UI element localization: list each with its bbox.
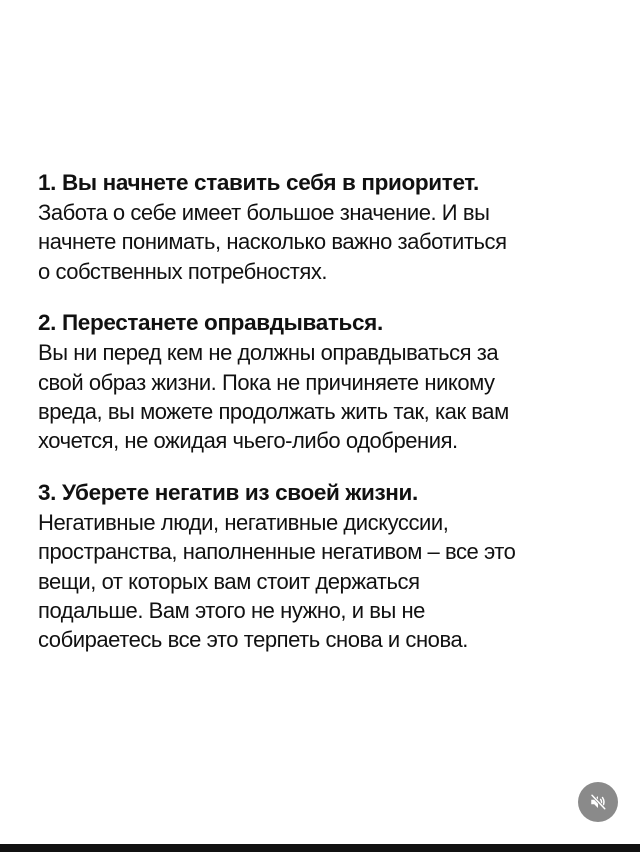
post-content [38, 168, 612, 677]
section-line: свой образ жизни. Пока не причиняете никому [38, 369, 495, 395]
section-line: подальше. Вам этого не нужно, и вы не [38, 598, 425, 624]
section-line: собираетесь все это терпеть снова и снова. [38, 627, 468, 653]
mute-toggle-button[interactable] [578, 782, 618, 822]
section-line: Вы ни перед кем не должны оправдываться за [38, 340, 499, 366]
section-line: хочется, не ожидая чьего-либо одобрения. [38, 428, 458, 454]
section-1 [38, 168, 612, 286]
section-line: о собственных потребностях. [38, 258, 328, 284]
section-line: пространства, наполненные негативом – все это [38, 539, 516, 565]
section-3 [38, 478, 612, 655]
section-line: начнете понимать, насколько важно заботиться [38, 229, 507, 255]
bottom-bar [0, 844, 640, 852]
section-line: вреда, вы можете продолжать жить так, как вам [38, 399, 509, 425]
section-line: Негативные люди, негативные дискуссии, [38, 509, 449, 535]
section-line: вещи, от которых вам стоит держаться [38, 568, 420, 594]
section-heading: 2. Перестанете оправдываться. [38, 310, 383, 336]
speaker-muted-icon [589, 793, 607, 811]
section-2 [38, 308, 612, 456]
section-heading: 1. Вы начнете ставить себя в приоритет. [38, 170, 479, 195]
section-heading: 3. Уберете негатив из своей жизни. [38, 479, 418, 505]
section-line: Забота о себе имеет большое значение. И вы [38, 200, 490, 225]
